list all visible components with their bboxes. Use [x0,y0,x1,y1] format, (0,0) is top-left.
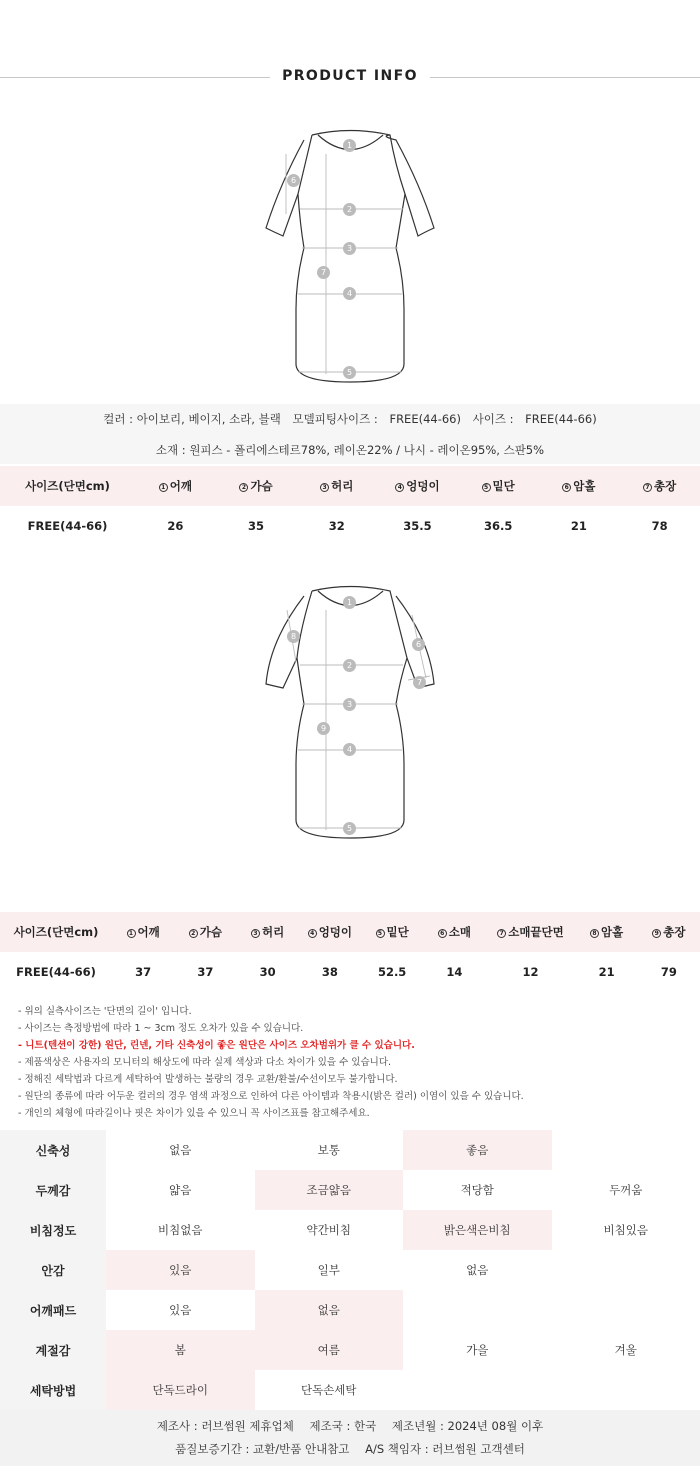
cell-armhole: 21 [570,519,587,533]
manufacturer: 제조사 : 러브썸원 제휴업체 [156,1419,294,1433]
attribute-option: 없음 [169,1143,192,1157]
color-size-row [0,411,700,427]
cell-chest: 35 [248,519,265,533]
cell-sleeve: 14 [446,965,463,979]
color-info: 컬러 : 아이보리, 베이지, 소라, 블랙 [103,412,281,426]
cell-length: 78 [651,519,668,533]
marker-1: 1 [343,596,356,609]
col-chest: 2 가슴 [216,466,297,506]
col-hip: 4 엉덩이 [299,912,361,952]
size-value: FREE(44-66) [525,412,597,426]
size-table-2 [0,912,700,992]
attribute-row [0,1330,700,1370]
attribute-option: 가을 [466,1343,489,1357]
cell-length: 79 [660,965,677,979]
dress-sketch-2 [0,580,700,850]
header-rule-right [430,77,700,78]
note-item: - 사이즈는 측정방법에 따라 1 ~ 3cm 정도 오차가 있을 수 있습니다. [18,1023,304,1034]
attribute-option [403,1290,552,1330]
attribute-option: 단독드라이 [106,1370,255,1410]
dress-sketch-1 [0,124,700,394]
cell-waist: 32 [328,519,345,533]
col-sleeve-end: 7 소매끝단면 [486,912,576,952]
cell-hem: 52.5 [377,965,407,979]
col-armhole: 6 암홀 [539,466,620,506]
product-info-header [0,62,700,94]
footer-info [0,1410,700,1466]
size-header: 사이즈(단면cm) [0,466,135,506]
cell-hip: 38 [321,965,338,979]
country: 제조국 : 한국 [309,1419,377,1433]
note-item: - 원단의 종류에 따라 어두운 컬러의 경우 염색 과정으로 인하여 다른 아이템과 착용시(밝은 컬러) 이염이 있을 수 있습니다. [18,1091,524,1102]
table-row [0,952,700,992]
cell-chest: 37 [197,965,214,979]
attribute-option: 겨울 [614,1343,637,1357]
attribute-option: 봄 [106,1330,255,1370]
col-chest: 2 가슴 [174,912,236,952]
note-item: - 제품색상은 사용자의 모니터의 해상도에 따라 실제 색상과 다소 차이가 있을 수 있습니다. [18,1057,392,1068]
header-rule-left [0,77,270,78]
attribute-option [552,1250,700,1290]
model-size-value: FREE(44-66) [389,412,461,426]
attribute-option: 단독손세탁 [300,1383,357,1397]
footer-row-2 [0,1441,700,1457]
manufacture-date: 제조년월 : 2024년 08월 이후 [391,1419,544,1433]
col-shoulder: 1 어깨 [135,466,216,506]
attribute-option: 있음 [169,1303,192,1317]
attribute-option: 일부 [317,1263,340,1277]
row-size: FREE(44-66) [27,519,108,533]
attribute-label: 비침정도 [0,1210,106,1250]
marker-5: 5 [343,366,356,379]
attribute-label: 안감 [0,1250,106,1290]
material-row: 소재 : 원피스 - 폴리에스테르78%, 레이온22% / 나시 - 레이온95%, 스판5% [155,443,545,457]
marker-7: 7 [317,266,330,279]
attribute-row [0,1170,700,1210]
marker-7: 7 [413,676,426,689]
row-size: FREE(44-66) [16,965,96,979]
col-length: 7 총장 [619,466,700,506]
col-shoulder: 1 어깨 [112,912,174,952]
attribute-label: 세탁방법 [0,1370,106,1410]
attribute-option: 약간비침 [306,1223,351,1237]
marker-2: 2 [343,203,356,216]
attribute-row [0,1210,700,1250]
col-hem: 5 밑단 [361,912,423,952]
attribute-label: 어깨패드 [0,1290,106,1330]
size-table-1-header [0,466,700,506]
table-row [0,506,700,546]
marker-1: 1 [343,139,356,152]
cell-shoulder: 37 [135,965,152,979]
attribute-option: 두꺼움 [609,1183,643,1197]
size-table-1 [0,466,700,546]
cell-shoulder: 26 [167,519,184,533]
cell-hip: 35.5 [403,519,432,533]
col-hem: 5 밑단 [458,466,539,506]
attribute-option: 보통 [317,1143,340,1157]
col-waist: 3 허리 [296,466,377,506]
attribute-row [0,1370,700,1410]
attribute-row [0,1130,700,1170]
marker-3: 3 [343,698,356,711]
marker-6: 6 [287,174,300,187]
product-summary [0,404,700,464]
attribute-label: 신축성 [0,1130,106,1170]
attribute-label: 두께감 [0,1170,106,1210]
attribute-option: 얇음 [169,1183,192,1197]
col-sleeve: 6 소매 [423,912,485,952]
attribute-option [403,1370,552,1410]
note-item: - 위의 실측사이즈는 '단면의 길이' 입니다. [18,1006,192,1017]
page-title: PRODUCT INFO [282,68,418,84]
note-item-warning: - 니트(텐션이 강한) 원단, 린넨, 기타 신축성이 좋은 원단은 사이즈 오차범위가 클 수 있습니다. [18,1040,415,1051]
marker-4: 4 [343,287,356,300]
attribute-option: 좋음 [403,1130,552,1170]
warranty: 품질보증기간 : 교환/반품 안내참고 [175,1442,350,1456]
marker-2: 2 [343,659,356,672]
attribute-option [552,1130,700,1170]
col-length: 9 총장 [638,912,700,952]
attribute-option: 없음 [466,1263,489,1277]
attribute-option: 있음 [106,1250,255,1290]
cell-waist: 30 [259,965,276,979]
marker-8: 8 [287,630,300,643]
size-table-2-header [0,912,700,952]
note-item: - 정해진 세탁법과 다르게 세탁하여 발생하는 불량의 경우 교환/환불/수선이모두 불가합니다. [18,1074,398,1085]
col-armhole: 8 암홀 [576,912,638,952]
attribute-option: 없음 [255,1290,404,1330]
footer-row-1 [0,1418,700,1434]
attribute-row [0,1250,700,1290]
as-contact: A/S 책임자 : 러브썸원 고객센터 [365,1442,525,1456]
attribute-row [0,1290,700,1330]
cell-armhole: 21 [598,965,615,979]
model-size-label: 모델피팅사이즈 : [292,412,378,426]
note-item: - 개인의 체형에 따라길이나 핏은 차이가 있을 수 있으니 꼭 사이즈표를 참고해주세요. [18,1108,370,1119]
size-label: 사이즈 : [472,412,514,426]
cell-hem: 36.5 [483,519,513,533]
attribute-option: 밝은색은비침 [403,1210,552,1250]
size-header: 사이즈(단면cm) [0,912,112,952]
marker-6: 6 [412,638,425,651]
attribute-option: 조금얇음 [255,1170,404,1210]
attribute-option [552,1370,700,1410]
marker-3: 3 [343,242,356,255]
attribute-grid [0,1130,700,1410]
attribute-option: 적당함 [460,1183,494,1197]
attribute-label: 계절감 [0,1330,106,1370]
attribute-option: 비침없음 [158,1223,203,1237]
marker-9: 9 [317,722,330,735]
cell-sleeve-end: 12 [522,965,539,979]
attribute-option: 비침있음 [603,1223,648,1237]
notes-list [18,1003,688,1122]
marker-4: 4 [343,743,356,756]
col-waist: 3 허리 [237,912,299,952]
attribute-option [552,1290,700,1330]
marker-5: 5 [343,822,356,835]
attribute-option: 여름 [255,1330,404,1370]
col-hip: 4 엉덩이 [377,466,458,506]
